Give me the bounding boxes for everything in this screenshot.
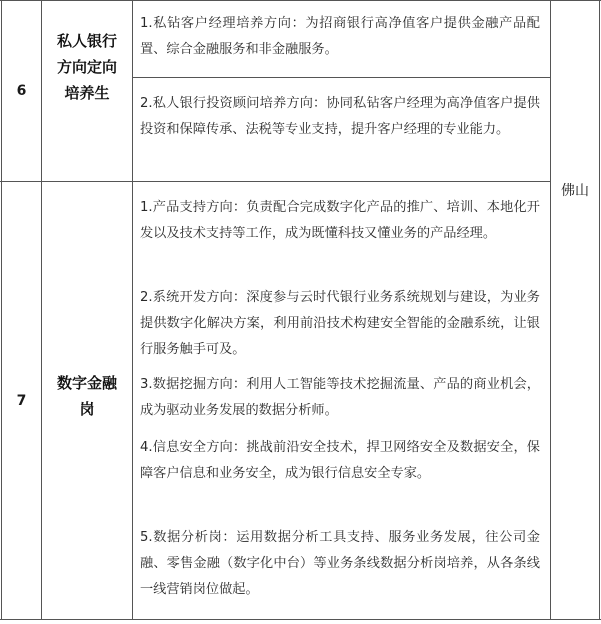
- row-6-category: [42, 22, 132, 112]
- row-number: 6: [16, 83, 27, 99]
- city-cell: [551, 170, 599, 210]
- row-6-item-2: [133, 91, 550, 143]
- row-7-category: [42, 366, 132, 426]
- description-item: 3.数据挖掘方向：利用人工智能等技术挖掘流量、产品的商业机会，成为驱动业务发展的数据分析师。: [140, 377, 540, 418]
- category-line: 培养生: [64, 84, 110, 102]
- row-divider: [0, 181, 551, 182]
- category-line: 岗: [79, 400, 95, 418]
- row-7-item-2: [133, 285, 550, 363]
- category-line: 私人银行: [56, 32, 117, 50]
- city-label: 佛山: [561, 183, 589, 199]
- row-number: 7: [16, 392, 27, 409]
- table-border-top: [0, 0, 601, 1]
- row-7-item-1: [133, 195, 550, 247]
- description-item: 2.私人银行投资顾问培养方向：协同私钻客户经理为高净值客户提供投资和保障传承、法税等专业支持，提升客户经理的专业能力。: [140, 96, 540, 137]
- table-border-bottom: [0, 619, 601, 620]
- row-7-item-3: [133, 372, 550, 424]
- row-7-number: [2, 182, 41, 619]
- row-6-item-1: [133, 11, 550, 63]
- description-item: 5.数据分析岗：运用数据分析工具支持、服务业务发展，往公司金融、零售金融（数字化中台）等业务条线数据分析岗培养，从各条线一线营销岗位做起。: [140, 530, 540, 597]
- description-item: 1.私钻客户经理培养方向：为招商银行高净值客户提供金融产品配置、综合金融服务和非金融服务。: [140, 16, 540, 57]
- row-6-number: [2, 1, 41, 181]
- table-border-right: [599, 0, 600, 620]
- column-divider-3: [550, 0, 551, 620]
- category-line: 数字金融: [56, 374, 117, 392]
- description-item: 4.信息安全方向：挑战前沿安全技术，捍卫网络安全及数据安全，保障客户信息和业务安全，成为银行信息安全专家。: [140, 440, 540, 481]
- description-item: 2.系统开发方向：深度参与云时代银行业务系统规划与建设，为业务提供数字化解决方案，利用前沿技术构建安全智能的金融系统，让银行服务触手可及。: [140, 290, 540, 357]
- row-7-item-5: [133, 525, 550, 603]
- row-6-inner-divider: [133, 77, 550, 78]
- category-line: 方向定向: [56, 58, 117, 76]
- description-item: 1.产品支持方向：负责配合完成数字化产品的推广、培训、本地化开发以及技术支持等工作，成为既懂科技又懂业务的产品经理。: [140, 200, 540, 241]
- row-7-item-4: [133, 435, 550, 487]
